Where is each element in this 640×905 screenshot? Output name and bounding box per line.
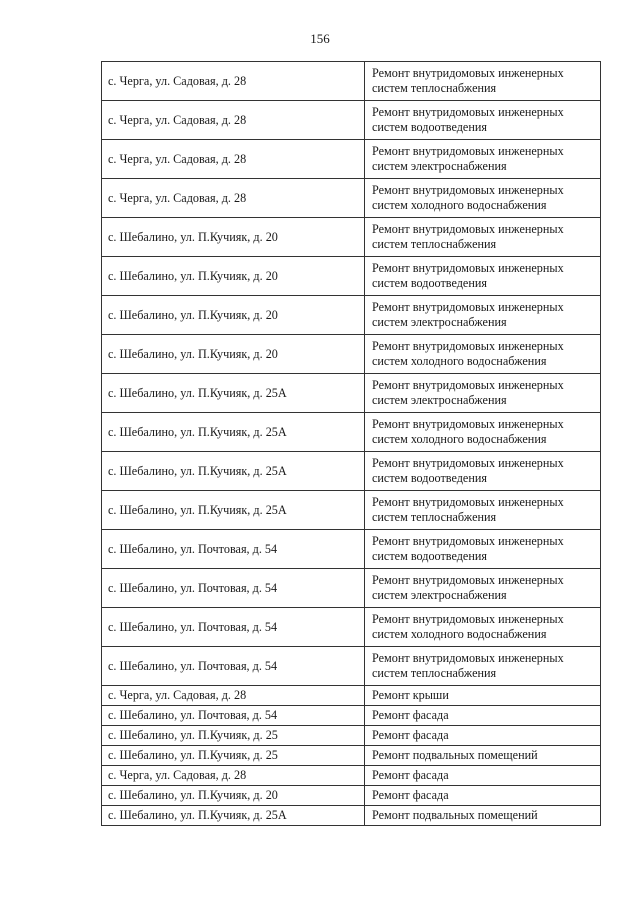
address-cell: с. Шебалино, ул. Почтовая, д. 54 bbox=[102, 647, 365, 686]
work-line: Ремонт внутридомовых инженерных bbox=[372, 300, 564, 314]
work-line: Ремонт внутридомовых инженерных bbox=[372, 456, 564, 470]
work-line: Ремонт внутридомовых инженерных bbox=[372, 66, 564, 80]
work-cell bbox=[365, 296, 601, 335]
work-line: систем холодного водоснабжения bbox=[372, 432, 547, 446]
work-cell bbox=[365, 101, 601, 140]
work-cell bbox=[365, 491, 601, 530]
work-cell bbox=[365, 257, 601, 296]
work-cell bbox=[365, 686, 601, 706]
work-line: Ремонт фасада bbox=[372, 768, 449, 782]
table-row bbox=[102, 647, 601, 686]
work-line: систем электроснабжения bbox=[372, 588, 507, 602]
work-line: систем электроснабжения bbox=[372, 315, 507, 329]
work-line: Ремонт внутридомовых инженерных bbox=[372, 534, 564, 548]
work-line: Ремонт внутридомовых инженерных bbox=[372, 144, 564, 158]
work-line: систем водоотведения bbox=[372, 120, 487, 134]
work-line: систем водоотведения bbox=[372, 549, 487, 563]
table-row bbox=[102, 786, 601, 806]
table-row bbox=[102, 179, 601, 218]
address-cell: с. Черга, ул. Садовая, д. 28 bbox=[102, 101, 365, 140]
table-row bbox=[102, 374, 601, 413]
work-cell bbox=[365, 608, 601, 647]
table-row bbox=[102, 686, 601, 706]
work-line: систем электроснабжения bbox=[372, 159, 507, 173]
table-row bbox=[102, 218, 601, 257]
table-row bbox=[102, 726, 601, 746]
work-line: Ремонт подвальных помещений bbox=[372, 748, 538, 762]
work-line: систем теплоснабжения bbox=[372, 510, 497, 524]
work-cell bbox=[365, 452, 601, 491]
address-cell: с. Шебалино, ул. П.Кучияк, д. 25А bbox=[102, 491, 365, 530]
work-cell bbox=[365, 766, 601, 786]
table-row bbox=[102, 140, 601, 179]
work-line: Ремонт крыши bbox=[372, 688, 449, 702]
work-cell bbox=[365, 647, 601, 686]
table-row bbox=[102, 296, 601, 335]
address-cell: с. Шебалино, ул. П.Кучияк, д. 20 bbox=[102, 257, 365, 296]
table-row bbox=[102, 530, 601, 569]
work-line: систем холодного водоснабжения bbox=[372, 354, 547, 368]
address-cell: с. Шебалино, ул. П.Кучияк, д. 25А bbox=[102, 374, 365, 413]
work-cell bbox=[365, 530, 601, 569]
work-line: Ремонт внутридомовых инженерных bbox=[372, 495, 564, 509]
table-row bbox=[102, 706, 601, 726]
work-line: Ремонт внутридомовых инженерных bbox=[372, 261, 564, 275]
work-line: систем теплоснабжения bbox=[372, 237, 497, 251]
work-line: Ремонт внутридомовых инженерных bbox=[372, 222, 564, 236]
work-cell bbox=[365, 706, 601, 726]
work-line: систем холодного водоснабжения bbox=[372, 627, 547, 641]
work-cell bbox=[365, 335, 601, 374]
work-line: Ремонт фасада bbox=[372, 788, 449, 802]
work-cell bbox=[365, 746, 601, 766]
address-cell: с. Черга, ул. Садовая, д. 28 bbox=[102, 179, 365, 218]
page-number: 156 bbox=[310, 31, 330, 46]
work-line: Ремонт подвальных помещений bbox=[372, 808, 538, 822]
work-line: Ремонт внутридомовых инженерных bbox=[372, 573, 564, 587]
work-line: систем водоотведения bbox=[372, 471, 487, 485]
address-cell: с. Шебалино, ул. Почтовая, д. 54 bbox=[102, 608, 365, 647]
work-cell bbox=[365, 786, 601, 806]
table-row bbox=[102, 766, 601, 786]
address-cell: с. Шебалино, ул. Почтовая, д. 54 bbox=[102, 530, 365, 569]
address-cell: с. Шебалино, ул. Почтовая, д. 54 bbox=[102, 706, 365, 726]
work-cell bbox=[365, 218, 601, 257]
works-table-body bbox=[102, 62, 601, 826]
table-row bbox=[102, 101, 601, 140]
work-line: Ремонт фасада bbox=[372, 708, 449, 722]
table-row bbox=[102, 491, 601, 530]
works-table bbox=[101, 61, 601, 826]
table-row bbox=[102, 452, 601, 491]
address-cell: с. Шебалино, ул. П.Кучияк, д. 25 bbox=[102, 746, 365, 766]
table-row bbox=[102, 569, 601, 608]
address-cell: с. Черга, ул. Садовая, д. 28 bbox=[102, 62, 365, 101]
address-cell: с. Шебалино, ул. П.Кучияк, д. 20 bbox=[102, 296, 365, 335]
table-row bbox=[102, 746, 601, 766]
work-cell bbox=[365, 726, 601, 746]
table-row bbox=[102, 413, 601, 452]
work-cell bbox=[365, 62, 601, 101]
table-row bbox=[102, 608, 601, 647]
address-cell: с. Шебалино, ул. Почтовая, д. 54 bbox=[102, 569, 365, 608]
address-cell: с. Шебалино, ул. П.Кучияк, д. 25А bbox=[102, 806, 365, 826]
address-cell: с. Шебалино, ул. П.Кучияк, д. 20 bbox=[102, 335, 365, 374]
work-line: Ремонт внутридомовых инженерных bbox=[372, 105, 564, 119]
work-line: Ремонт фасада bbox=[372, 728, 449, 742]
table-row bbox=[102, 335, 601, 374]
address-cell: с. Шебалино, ул. П.Кучияк, д. 25 bbox=[102, 726, 365, 746]
address-cell: с. Шебалино, ул. П.Кучияк, д. 20 bbox=[102, 218, 365, 257]
work-line: Ремонт внутридомовых инженерных bbox=[372, 183, 564, 197]
address-cell: с. Шебалино, ул. П.Кучияк, д. 25А bbox=[102, 452, 365, 491]
work-line: Ремонт внутридомовых инженерных bbox=[372, 417, 564, 431]
work-line: систем теплоснабжения bbox=[372, 666, 497, 680]
work-line: систем электроснабжения bbox=[372, 393, 507, 407]
work-line: Ремонт внутридомовых инженерных bbox=[372, 378, 564, 392]
work-cell bbox=[365, 179, 601, 218]
work-cell bbox=[365, 413, 601, 452]
work-line: Ремонт внутридомовых инженерных bbox=[372, 651, 564, 665]
work-cell bbox=[365, 374, 601, 413]
work-line: систем холодного водоснабжения bbox=[372, 198, 547, 212]
address-cell: с. Черга, ул. Садовая, д. 28 bbox=[102, 686, 365, 706]
table-row bbox=[102, 257, 601, 296]
work-line: Ремонт внутридомовых инженерных bbox=[372, 612, 564, 626]
table-row bbox=[102, 62, 601, 101]
address-cell: с. Шебалино, ул. П.Кучияк, д. 25А bbox=[102, 413, 365, 452]
work-cell bbox=[365, 140, 601, 179]
work-line: Ремонт внутридомовых инженерных bbox=[372, 339, 564, 353]
address-cell: с. Шебалино, ул. П.Кучияк, д. 20 bbox=[102, 786, 365, 806]
work-line: систем водоотведения bbox=[372, 276, 487, 290]
work-line: систем теплоснабжения bbox=[372, 81, 497, 95]
work-cell bbox=[365, 806, 601, 826]
table-row bbox=[102, 806, 601, 826]
work-cell bbox=[365, 569, 601, 608]
address-cell: с. Черга, ул. Садовая, д. 28 bbox=[102, 140, 365, 179]
address-cell: с. Черга, ул. Садовая, д. 28 bbox=[102, 766, 365, 786]
